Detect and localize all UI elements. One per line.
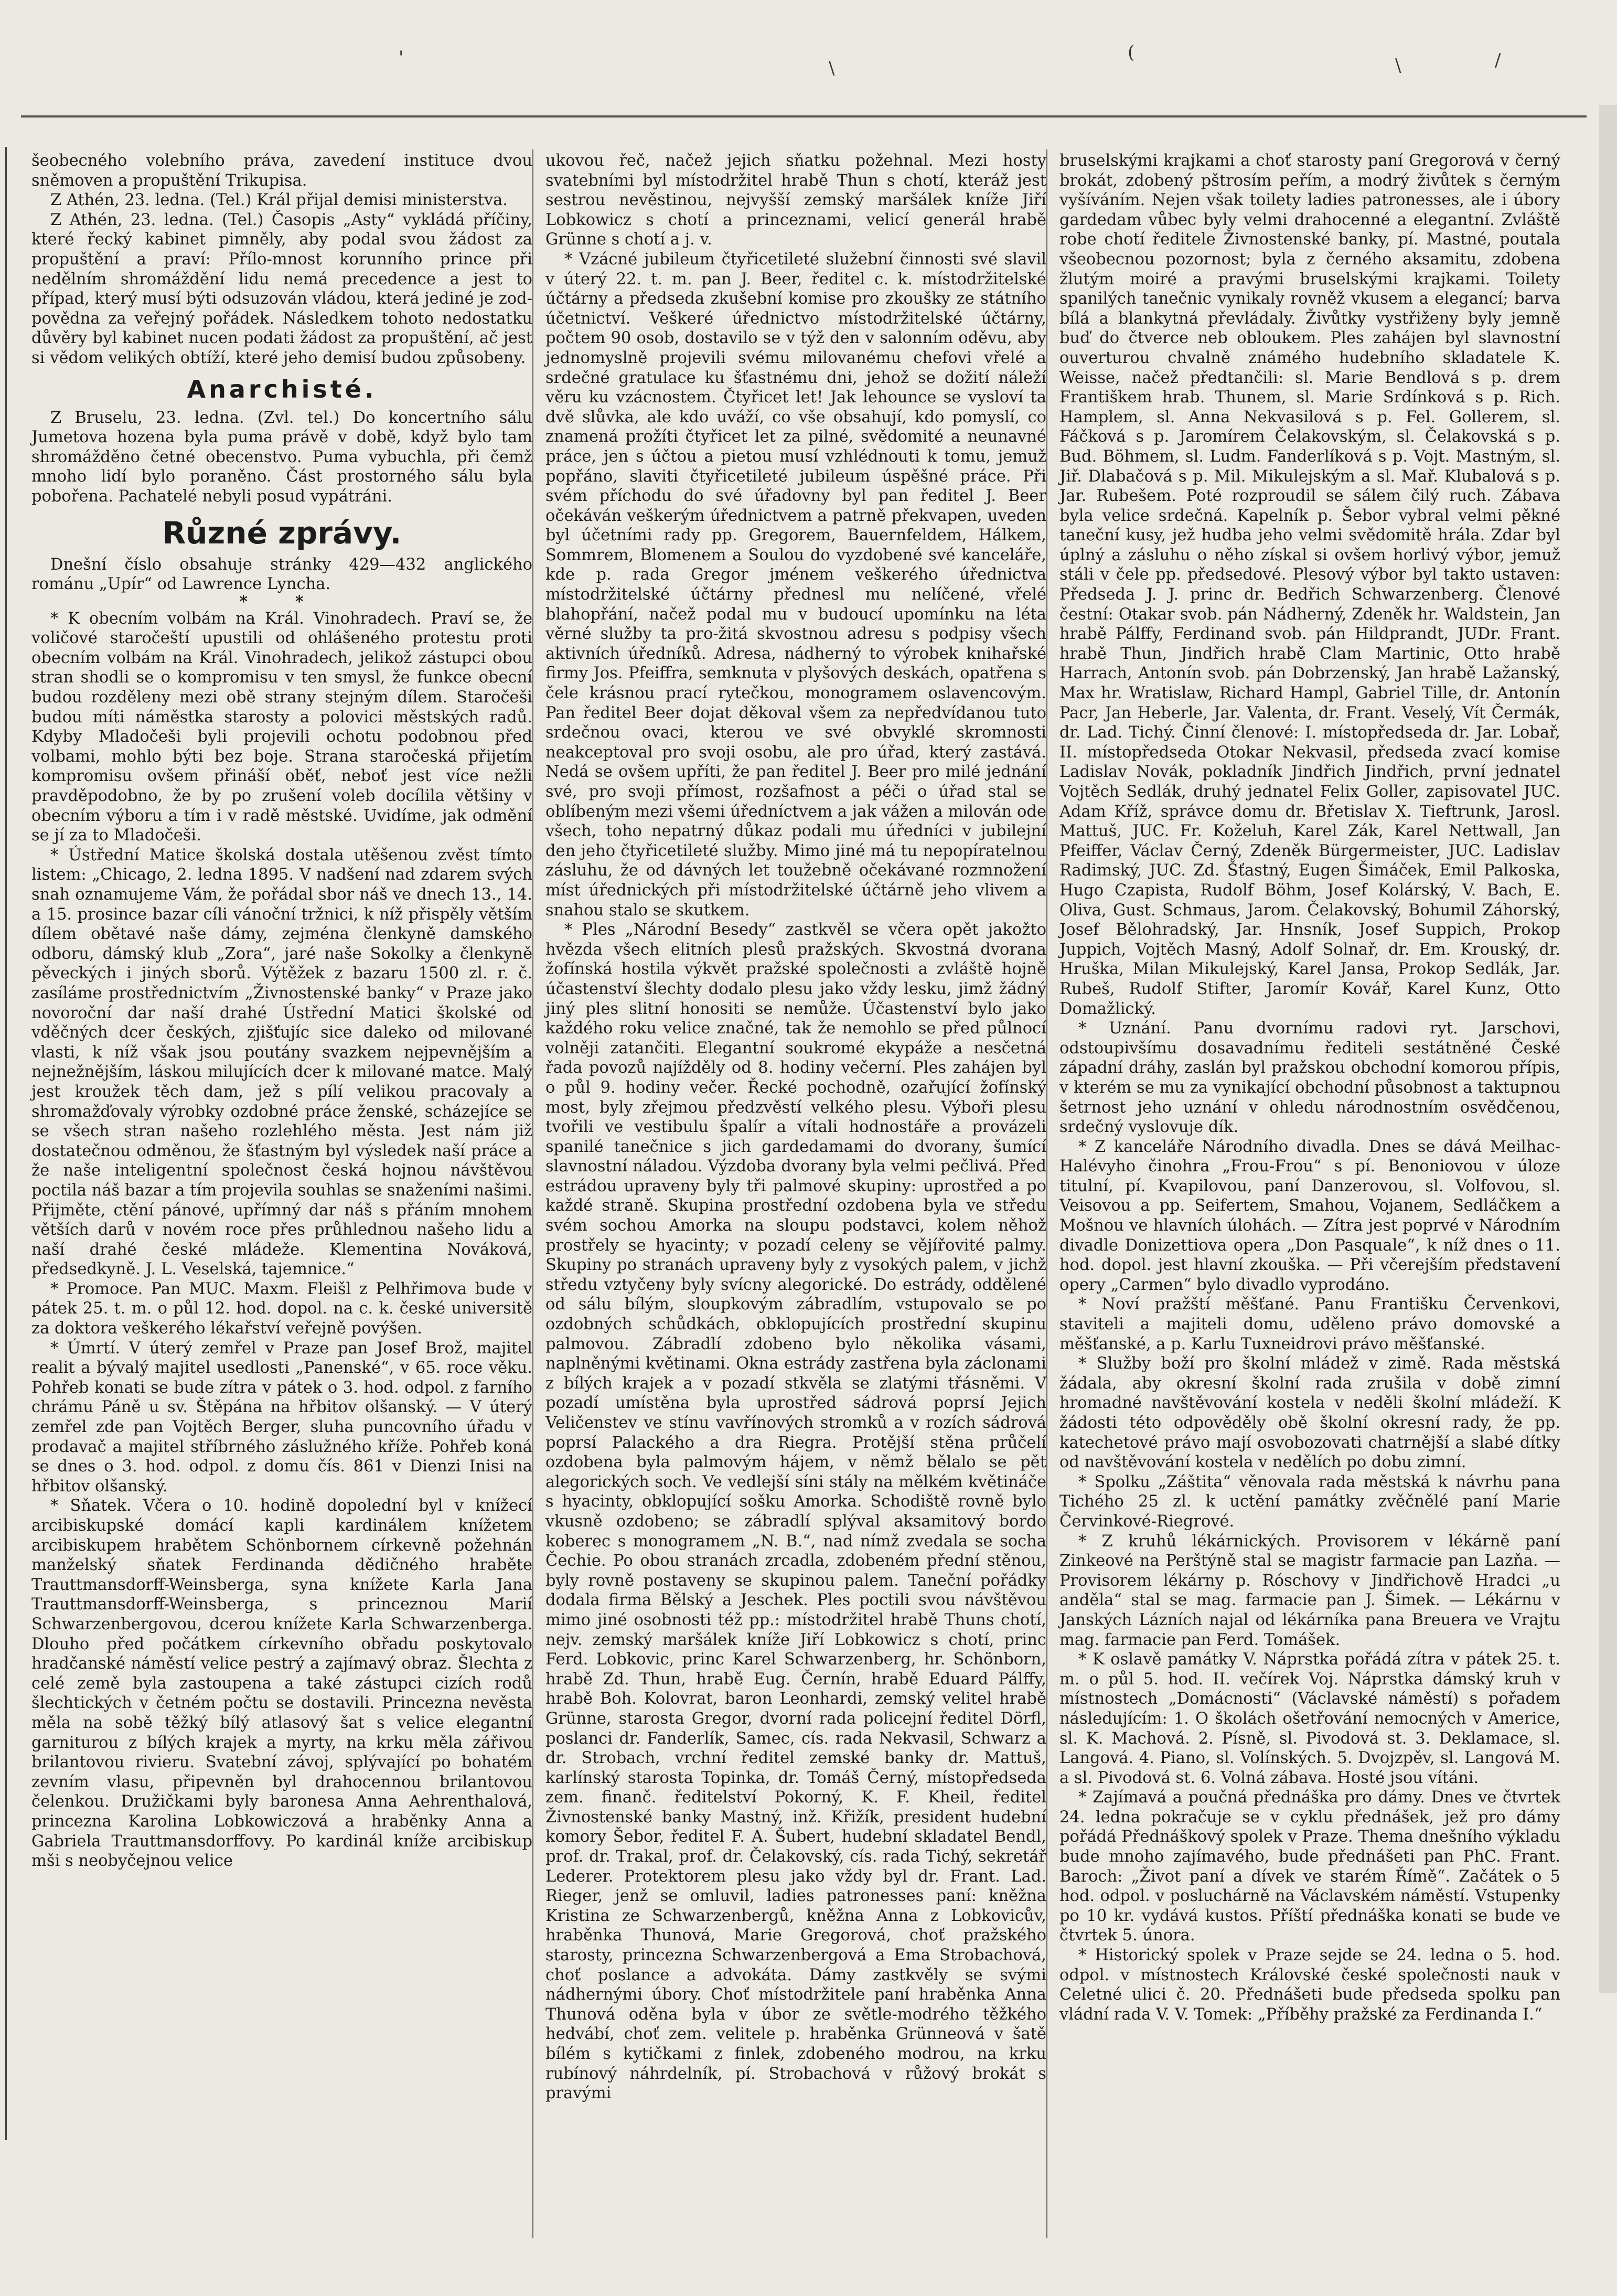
news-item: * Uznání. Panu dvornímu radovi ryt. Jarschovi, odstoupivšímu dosavadnímu řediteli sestátněné České západní dráhy, zaslán byl pražskou obchodní komorou přípis, v kterém se mu za vynikající obchodní působnost a taktupnou šetrnost jeho uznání v ohledu národnostním osvědčenou, srdečný vyslovuje dík. [1059,1019,1560,1137]
article-text: ukovou řeč, načež jejich sňatku požehnal. Mezi hosty svatebními byl místodržitel hrabě Thun s chotí, kteráž jest sestrou nevěstinou, nejvyšší zemský maršálek kníže Jiří Lobkowicz s chotí a princeznami, velicí generál hrabě Grünne s chotí a j. v. [545,152,1046,249]
right-page-margin [1599,105,1617,1993]
news-item: * Sňatek. Včera o 10. hodině dopolední byl v knížecí arcibiskupské domácí kapli kardinálem knížetem arcibiskupem hrabětem Schönbornem církevně požehnán manželský sňatek Ferdinanda dědičného hraběte Trauttmansdorff-Weinsberga, syna knížete Karla Jana Trauttmansdorff-Weinsberga, s princeznou Marií Schwarzenbergovou, dcerou knížete Karla Schwarzenberga. Dlouho před počátkem církevního obřadu poskytovalo hradčanské náměstí velice pestrý a zajímavý obraz. Šlechta z celé země byla zastoupena a také zástupci cizích rodů šlechtických v četném počtu se dostavili. Princezna nevěsta měla na sobě těžký bílý atlasový šat s velice elegantní garniturou z bílých krajek a myrty, na krku měla zářivou brilantovou rivieru. Svatební závoj, splývající po bohatém zevním vlasu, připevněn byl drahocennou brilantovou čelenkou. Družičkami byly baronesa Anna Aehrenthalová, princezna Karolina Lobkowiczová a hraběnky Anna a Gabriela Trauttmansdorffovy. Po kardinál kníže arcibiskup mši s neobyčejnou velice [31,1497,532,1871]
news-item: * Z kruhů lékárnických. Provisorem v lékárně paní Zinkeové na Perštýně stal se magistr farmacie pan Lazňa. — Provisorem lékárny p. Róschovy v Jindřichově Hradci „u anděla“ stal se mag. farmacie pan J. Šimek. — Lékárnu v Janských Lázních najal od lékárníka pana Breuera ve Vrajtu mag. farmacie pan Ferd. Tomášek. [1059,1532,1560,1649]
top-rule [21,115,1587,118]
separator-stars: * * [239,592,325,611]
top-mark-3: ( [1128,42,1135,63]
section-heading-anarchiste: Anarchisté. [187,375,377,403]
top-mark-5: / [1495,50,1501,71]
left-page-edge [0,147,7,2140]
news-item: Z Athén, 23. ledna. (Tel.) Král přijal demisi ministerstva. [50,191,508,210]
news-item: * Úmrtí. V úterý zemřel v Praze pan Josef Brož, majitel realit a bývalý majitel usedlosti „Panenské“, v 65. roce věku. Pohřeb konati se bude zítra v pátek o 3. hod. odpol. z farního chrámu Páně u sv. Štěpána na hřbitov olšanský. — V úterý zemřel zde pan Vojtěch Berger, sluha puncovního úřadu v prodavač a majitel stříbrného záslužného kříže. Pohřeb koná se dnes o 3. hod. odpol. z domu čís. 861 v Dienzi Inisi na hřbitov olšanský. [31,1339,532,1496]
news-item: * Promoce. Pan MUC. Maxm. Fleišl z Pelhřimova bude v pátek 25. t. m. o půl 12. hod. dopol. na c. k. české universitě za doktora veškerého lékařství veřejně povýšen. [31,1279,532,1338]
news-item: * Služby boží pro školní mládež v zimě. Rada městská žádala, aby okresní školní rada zrušila v době zimní hromadné navštěvování kostela v neděli školní mládeží. K žádosti této odpověděly obě školní okresní rady, že pp. katechetové právo mají osvobozovati chatrnější a slabé dítky od navštěvování kostela v nedělích po dobu zimní. [1059,1354,1560,1472]
news-item: * K obecním volbám na Král. Vinohradech. Praví se, že voličové staročeští upustili od ohlášeného protestu proti obecním volbám na Král. Vinohradech, jelikož zástupci obou stran shodli se o kompromisu v ten smysl, že funkce obecní budou rozděleny mezi obě strany stejným dílem. Staročeši budou míti náměstka starosty a polovici městských radů. Kdyby Mladočeši byli projevili ochotu podobnou před volbami, mohlo býti bez boje. Strana staročeská přijetím kompromisu ovšem přináší oběť, neboť jest více nežli pravděpodobno, že by po zrušení voleb docílila většiny v obecním výboru a tím i v radě městské. Uvidíme, jak odmění se jí za to Mladočeši. [31,609,532,845]
column-3 [1059,151,1560,2024]
news-item: Z Athén, 23. ledna. (Tel.) Časopis „Asty“ vykládá příčiny, které řecký kabinet pimněly, aby podal svou žádost za propuštění a praví: Přílo-mnost korunního prince při nedělním shromáždění lidu nemá precedence a jest to případ, který musí býti odsuzován vládou, která jediné je zod-povědna za veřejný pořádek. Následkem tohoto nedostatku důvěry byl kabinet nucen podati žádost za propuštění, ač jest si vědom velikých obtíží, které jeho demisí budou způsobeny. [31,210,532,367]
news-item: * K oslavě památky V. Náprstka pořádá zítra v pátek 25. t. m. o půl 5. hod. II. večírek Voj. Náprstka dámský kruh v místnostech „Domácnosti“ (Václavské náměstí) s pořadem následujícím: 1. O školách ošetřování nemocných v Americe, sl. K. Machová. 2. Písně, sl. Pivodová st. 3. Deklamace, sl. Langová. 4. Piano, sl. Volínských. 5. Dvojzpěv, sl. Langová M. a sl. Pivodová st. 6. Volná zábava. Hosté jsou vítáni. [1059,1650,1560,1787]
news-item: * Ústřední Matice školská dostala utěšenou zvěst tímto listem: „Chicago, 2. ledna 1895. V nadšení nad zdarem svých snah oznamujeme Vám, že pořádal sbor náš ve dnech 13., 14. a 15. prosince bazar cíli vánoční tržnici, k níž přispěly větším dílem obětavé naše dámy, zejména členkyně damského odboru, dámský klub „Zora“, jaré naše Sokolky a členkyně pěveckých i jiných sborů. Výtěžek z bazaru 1500 zl. r. č. zasíláme prostřednictvím „Živnostenské banky“ v Praze jako novoroční dar naší drahé Ústřední Matici školské od vděčných dcer českých, zjišťujíc sice daleko od milované vlasti, k níž však jsou poutány svazkem nejpevnějším a nejnežnějším, láskou milujících dcer k milované matce. Malý jest kroužek těch dam, jež s pílí velikou pracovaly a shromažďovaly výrobky ozdobné práce ženské, scházejíce se se všech stran našeho rozlehlého města. Jest nám již dostatečnou odměnou, že šťastným byl výsledek naší práce a že naše inteligentní společnost česká hojnou návštěvou poctila náš bazar a tím projevila souhlas se snaženími našimi. Přijměte, ctění pánové, upřímný dar náš s přáním mnohem větších darů v novém roce přes průhlednou našeho lidu a naší drahé české mládeže. Klementina Nováková, předsedkyně. J. L. Veselská, tajemnice.“ [31,846,532,1279]
article-text: bruselskými krajkami a choť starosty paní Gregorová v černý brokát, zdobený pštrosím peřím, a modrý živůtek s černým vyšíváním. Nejen však toilety ladies patronesses, ale i úbory gardedam vůbec byly velmi drahocenné a elegantní. Zvláště robe chotí ředitele Živnostenské banky, pí. Mastné, poutala všeobecnou pozornost; byla z černého aksamitu, zdobena žlutým moiré a pravými bruselskými krajkami. Toilety spanilých tanečnic vynikaly rovněž vkusem a elegancí; barva bílá a blankytná převládaly. Živůtky vystřiženy byly jemně buď do čtverce neb obloukem. Ples zahájen byl slavnostní ouverturou chvalně známého hudebního skladatele K. Weisse, načež předtančili: sl. Marie Bendlová s p. drem Františkem hrab. Thunem, sl. Marie Srdínková s p. Rich. Hamplem, sl. Anna Nekvasilová s p. Fel. Gollerem, sl. Fáčková s p. Jaromírem Čelakovským, sl. Čelakovská s p. Bud. Böhmem, sl. Ludm. Fanderlíková s p. Vojt. Mastným, sl. Jiř. Dlabačová s p. Mil. Mikulejským a sl. Mař. Klubalová s p. Jar. Rubešem. Poté rozproudil se sálem čilý ruch. Zábava byla velice srdečná. Kapelník p. Šebor vybral velmi pěkné taneční kusy, jež hudba jeho velmi svědomitě hrála. Zdar byl úplný a zásluhu o něho získal si ovšem horlivý výbor, jemuž stáli v čele pp. předsedové. Plesový výbor byl takto ustaven: Předseda J. J. princ dr. Bedřich Schwarzenberg. Členové čestní: Otakar svob. pán Nádherný, Zdeněk hr. Waldstein, Jan hrabě Pálffy, Ferdinand svob. pán Hildprandt, JUDr. Frant. hrabě Thun, Jindřich hrabě Clam Martinic, Otto hrabě Harrach, Antonín svob. pán Dobrzenský, Jan hrabě Lažanský, Max hr. Wratislaw, Richard Hampl, Gabriel Tille, dr. Antonín Pacr, Jan Heberle, Jar. Valenta, dr. Frant. Veselý, Vít Čermák, dr. Lad. Tichý. Činní členové: I. místopředseda dr. Jar. Lobař, II. místopředseda Otokar Nekvasil, předseda zvací komise Ladislav Novák, pokladník Jindřich Jindřich, první jednatel Vojtěch Sedlák, druhý jednatel Felix Goller, zapisovatel JUC. Adam Kříž, správce domu dr. Břetislav X. Tieftrunk, Jarosl. Mattuš, JUC. Fr. Koželuh, Karel Zák, Karel Nettwall, Jan Pfeiffer, Václav Černý, Zdeněk Bürgermeister, JUC. Ladislav Radimský, JUC. Zd. Šťastný, Eugen Šimáček, Emil Palkoska, Hugo Czapista, Rudolf Böhm, Josef Kolárský, V. Bach, E. Oliva, Gust. Schmaus, Jarom. Čelakovský, Bohumil Záhorský, Josef Bělohradský, Jar. Hnsník, Josef Suppich, Prokop Juppich, Vojtěch Masný, Adolf Solnař, dr. Em. Krouský, dr. Hruška, Milan Mikulejský, Karel Jansa, Prokop Sedlák, Jar. Rubeš, Rudolf Stifter, Jaromír Kovář, Karel Kunz, Otto Domažlický. [1059,152,1560,1018]
news-item: * Vzácné jubileum čtyřicetileté služební činnosti své slavil v úterý 22. t. m. pan J. Beer, ředitel c. k. místodržitelské účtárny a předseda zkušební komise pro zkoušky ze státního účetnictví. Veškeré úřednictvo místodržitelské účtárny, počtem 90 osob, dostavilo se v týž den v salonním oděvu, aby jednomyslně projevili svému milovanému chefovi vřelé a srdečné gratulace ku šťastnému dni, jehož se dožití náleží věru ku vzácnostem. Čtyřicet let! Jak lehounce se vysloví ta dvě slůvka, ale kdo uváží, co vše obsahují, kdo pomyslí, co znamená prožíti čtyřicet let za pilné, svědomité a neunavné práce, jen s účtou a pietou musí vzhlédnouti k tomu, jemuž popřáno, slaviti čtyřicetileté jubileum úspěšné práce. Při svém příchodu do své úřadovny byl pan ředitel J. Beer očekáván veškerým úřednictvem a patrně překvapen, uveden byl účetními rady pp. Gregorem, Bauernfeldem, Hálkem, Sommrem, Blomenem a Soulou do vyzdobené své kanceláře, kde p. rada Gregor jménem veškerého úřednictva místodržitelské účtárny přednesl mu nelíčené, vřelé blahopřání, načež podal mu v budoucí upomínku na léta věrné služby ta pro-žitá skvostnou adresu s podpisy všech aktivních úředníků. Adresa, nádherný to výrobek knihařské firmy Jos. Pfeiffra, semknuta v plyšových deskách, opatřena s čele krásnou prací rytečkou, monogramem oslavencovým. Pan ředitel Beer dojat děkoval všem za nepředvídanou tuto srdečnou ovaci, kterou ve své obvyklé skromnosti neakceptoval pro svoji osobu, ale pro úřad, který zastává. Nedá se ovšem upříti, že pan ředitel J. Beer pro milé jednání své, pro svoji přímost, rozšafnost a péči o úřad stal se oblíbeným mezi všemi úředníctvem a jak vážen a milován ode všech, toho nepatrný důkaz podali mu úředníci v jubilejní den jeho čtyřicetileté služby. Mimo jiné má tu nepopíratelnou zásluhu, že od dávných let toužebně očekávané rozmnožení míst úřednických při místodržitelské účtárně jeho vlivem a snahou stalo se skutkem. [545,250,1046,920]
news-item: * Noví pražští měšťané. Panu Františku Červenkovi, staviteli a majiteli domu, uděleno právo domovské a měšťanské, a p. Karlu Tuxneidrovi právo měšťanské. [1059,1295,1560,1353]
article-text: šeobecného volebního práva, zavedení instituce dvou sněmoven a propuštění Trikupisa. [31,152,532,190]
top-mark-4: \ [1395,55,1401,76]
column-2 [545,151,1046,2103]
news-item: * Z kanceláře Národního divadla. Dnes se dává Meilhac-Halévyho činohra „Frou-Frou“ s pí. Benoniovou v úloze titulní, pí. Kvapilovou, paní Danzerovou, sl. Volfovou, sl. Veisovou a pp. Seifertem, Smahou, Vojanem, Sedláčkem a Mošnou ve hlavních úlohách. — Zítra jest poprvé v Národním divadle Donizettiova opera „Don Pasquale“, k níž dnes o 11. hod. dopol. jest hlavní zkouška. — Při včerejším představení opery „Carmen“ bylo divadlo vyprodáno. [1059,1137,1560,1294]
section-heading-ruzne-zpravy: Různé zprávy. [162,515,402,551]
news-item: * Ples „Národní Besedy“ zastkvěl se včera opět jakožto hvězda všech elitních plesů pražských. Skvostná dvorana žofínská hostila výkvět pražské společnosti a zvláště hojně účastenství šlechty dodalo plesu jako vždy lesku, jimž žádný jiný ples slitní honositi se nemůže. Účastenství bylo jako každého roku velice značné, tak že nemohlo se před půlnocí volněji zatančiti. Elegantní soukromé ekypáže a nesčetná řada povozů najížděly od 8. hodiny večerní. Ples zahájen byl o půl 9. hodiny večer. Řecké pochodně, ozařující žofínský most, byly zřejmou předzvěstí velkého plesu. Výboři plesu tvořili ve vestibulu špalír a vítali hodnostáře a provázeli spanilé tanečnice s jich gardedamami do dvorany, šumící slavnostní náladou. Výzdoba dvorany byla velmi pečlivá. Před estrádou upraveny byly tři palmové skupiny: uprostřed a po každé straně. Skupina prostřední ozdobena byla ve středu svém sochou Amorka na sloupu podstavci, kolem něhož prostřely se hyacinty; v pozadí celeny se vějířovité palmy. Skupiny po stranách upraveny byly z vysokých palem, v jichž středu vztyčeny byly svícny alegorické. Do estrády, oddělené od sálu bílým, sloupkovým zábradlím, vstupovalo se po ozdobných schůdkách, obklopujících prostřední skupinu palmovou. Zábradlí zdobeno bylo několika vásami, naplněnými květinami. Okna estrády zastřena byla záclonami z bílých krajek a v pozadí stkvěla se zlatými třásněmi. V pozadí umístěna byla uprostřed sádrová poprsí Jejich Veličenstev ve stínu vavřínových stromků a v rozích sádrová poprsí Palackého a dra Riegra. Protější stěna průčelí ozdobena byla palmovým hájem, v němž bělalo se pět alegorických soch. Ve vedlejší síni stály na mělkém květináče s hyacinty, obklopující sošku Amorka. Schodiště rovně bylo vkusně ozdobeno; se zábradlí splýval aksamitový bordo koberec s monogramem „N. B.“, nad nímž zvedala se socha Čechie. Po obou stranách zrcadla, zdobeném přední stěnou, byly rovně postaveny se skupinou palem. Taneční pořádky dodala firma Bělský a Jeschek. Ples poctili svou návštěvou mimo jiné osobnosti též pp.: místodržitel hrabě Thuns chotí, nejv. zemský maršálek kníže Jiří Lobkowicz s chotí, princ Ferd. Lobkovic, princ Karel Schwarzenberg, hr. Schönborn, hrabě Zd. Thun, hrabě Eug. Černín, hrabě Eduard Pálffy, hrabě Boh. Kolovrat, baron Leonhardi, zemský velitel hrabě Grünne, starosta Gregor, dvorní rada policejní ředitel Dörfl, poslanci dr. Fanderlík, Samec, cís. rada Nekvasil, Schwarz a dr. Strobach, vrchní ředitel zemské banky dr. Mattuš, karlínský starosta Topinka, dr. Tomáš Černý, místopředseda zem. finanč. ředitelství Pokorný, K. F. Kheil, ředitel Živnostenské banky Mastný, inž. Křižík, president hudební komory Šebor, ředitel F. A. Šubert, hudební skladatel Bendl, prof. dr. Trakal, prof. dr. Čelakovský, cís. rada Tichý, sekretář Lederer. Protektorem plesu jako vždy byl dr. Frant. Lad. Rieger, jenž se omluvil, ladies patronesses paní: kněžna Kristina ze Schwarzenbergů, kněžna Anna z Lobkovicův, hraběnka Thunová, Marie Gregorová, choť pražského starosty, princezna Schwarzenbergová a Ema Strobachová, choť poslance a advokáta. Dámy zastkvěly se svými nádhernými úbory. Choť místodržitele paní hraběnka Anna Thunová oděna byla v úbor ze světle-modrého těžkého hedvábí, choť zem. velitele p. hraběnka Grünneová v šatě bílém s kytičkami z finlek, zdobeného modrou, na krku rubínový náhrdelník, pí. Strobachová v růžový brokát s pravými [545,921,1046,2103]
news-item: * Zajímavá a poučná přednáška pro dámy. Dnes ve čtvrtek 24. ledna pokračuje se v cyklu přednášek, jež pro dámy pořádá Přednáškový spolek v Praze. Thema dnešního výkladu bude mnoho zajímavého, bude přednášeti pan PhC. Frant. Baroch: „Život paní a dívek ve starém Římě“. Začátek o 5 hod. odpol. v posluchárně na Václavském náměstí. Vstupenky po 10 kr. vydává kustos. Příští přednáška konati se bude ve čtvrtek 5. února. [1059,1788,1560,1945]
news-item: Z Bruselu, 23. ledna. (Zvl. tel.) Do koncertního sálu Jumetova hozena byla puma právě v době, když bylo tam shromážděno četné obecenstvo. Puma vybuchla, při čemž mnoho lidí bylo poraněno. Část prostorného sálu byla pobořena. Pachatelé nebyli posud vypátráni. [31,408,532,506]
top-mark-1: ' [399,47,404,68]
news-item: * Historický spolek v Praze sejde se 24. ledna o 5. hod. odpol. v místnostech Královské české společnosti nauk v Celetné ulici č. 20. Přednášeti bude předseda spolku pan vládní rada V. V. Tomek: „Příběhy pražské za Ferdinanda I.“ [1059,1946,1560,2024]
column-1 [31,151,532,1871]
column-divider-1 [532,149,533,2238]
column-divider-2 [1046,149,1047,2238]
notice: Dnešní číslo obsahuje stránky 429—432 anglického románu „Upír“ od Lawrence Lyncha. [31,555,532,594]
top-mark-2: \ [829,58,835,79]
news-item: * Spolku „Záštita“ věnovala rada městská k návrhu pana Tichého 25 zl. k uctění památky zvěčnělé paní Marie Červinkové-Riegrové. [1059,1472,1560,1531]
